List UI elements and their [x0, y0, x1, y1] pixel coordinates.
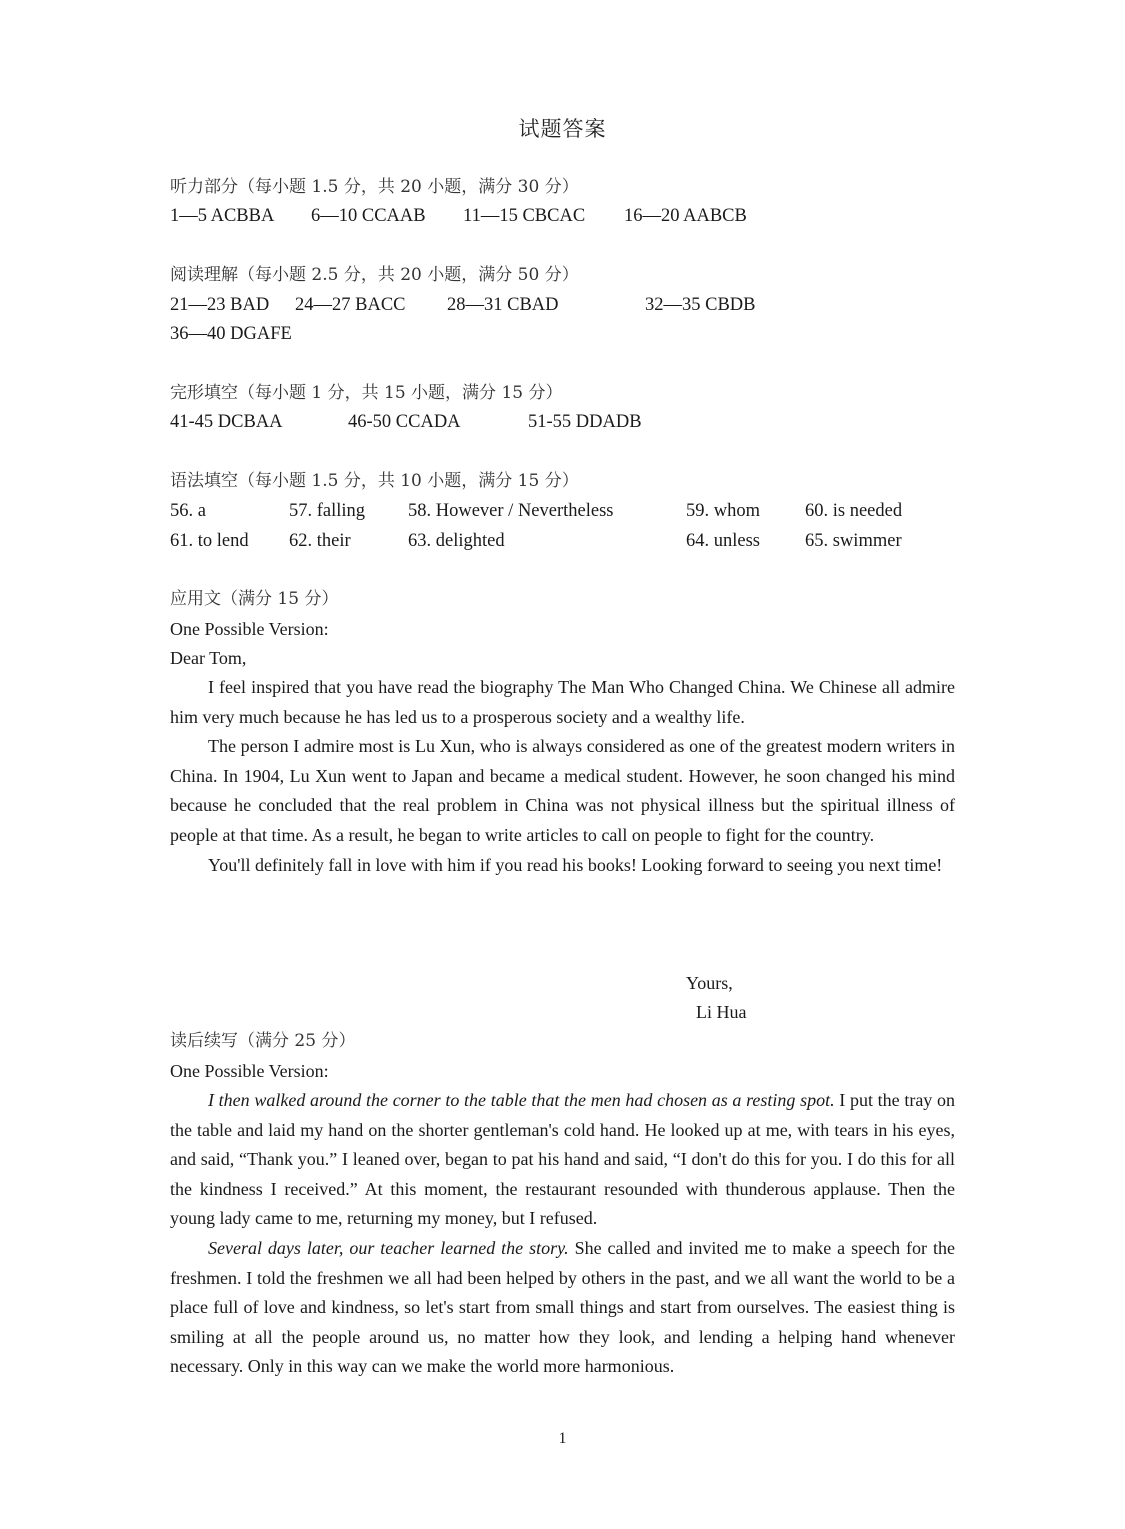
continuation-version-label: One Possible Version: [170, 1061, 329, 1081]
reading-heading: 阅读理解（每小题 2.5 分，共 20 小题，满分 50 分） [170, 265, 579, 285]
cloze-answer: 46-50 CCADA [348, 412, 461, 432]
paragraph-text: I put the tray on the table and laid my hand on the shorter gentleman's cold hand. He looked up at me, with tears in his eyes, and said, “Thank you.” I leaned over, began to pat his hand and said, “I don't do this for you. I do this for all the kindness I received.” At this moment, the restaurant resounded with thunderous applause. Then the young lady came to me, returning my money, but I refused. [170, 1090, 955, 1229]
cloze-answer: 41-45 DCBAA [170, 412, 283, 432]
grammar-answer: 59. whom [686, 501, 760, 521]
letter-body [170, 673, 955, 880]
grammar-answer: 60. is needed [805, 501, 903, 521]
paragraph-lead-sentence: Several days later, our teacher learned the story. [208, 1237, 569, 1258]
letter-paragraph: I feel inspired that you have read the biography The Man Who Changed China. We Chinese all admire him very much because he has led us to a prosperous society and a wealthy life. [170, 677, 955, 727]
letter-salutation: Dear Tom, [170, 648, 247, 668]
grammar-answer: 65. swimmer [805, 531, 902, 551]
letter-paragraph: You'll definitely fall in love with him if you read his books! Looking forward to seeing you next time! [208, 854, 943, 875]
letter-paragraph: The person I admire most is Lu Xun, who is always considered as one of the greatest modern writers in China. In 1904, Lu Xun went to Japan and became a medical student. However, he soon changed his mind because he concluded that the real problem in China was not physical illness but the spiritual illness of people at that time. As a result, he began to write articles to call on people to fight for the country. [170, 736, 955, 845]
reading-answer: 24—27 BACC [295, 295, 406, 315]
reading-answer: 28—31 CBAD [447, 295, 559, 315]
cloze-answer: 51-55 DDADB [528, 412, 642, 432]
paragraph-lead-sentence: I then walked around the corner to the table that the men had chosen as a resting spot. [208, 1090, 835, 1110]
grammar-answer: 58. However / Nevertheless [408, 501, 614, 521]
listening-answer: 1—5 ACBBA [170, 206, 275, 226]
continuation-paragraph [170, 1234, 955, 1382]
listening-answer: 16—20 AABCB [624, 206, 747, 226]
grammar-answer: 57. falling [289, 501, 366, 521]
paragraph-text: She called and invited me to make a speech for the freshmen. I told the freshmen we all had been helped by others in the past, and we all want the world to be a place full of love and kindness, so let's start from small things and start from ourselves. The easiest thing is smiling at all the people around us, no matter how they look, and lending a helping hand whenever necessary. Only in this way can we make the world more harmonious. [170, 1237, 955, 1377]
grammar-answer: 61. to lend [170, 531, 249, 551]
grammar-answer: 62. their [289, 531, 351, 551]
reading-answer: 21—23 BAD [170, 295, 270, 315]
grammar-answer: 56. a [170, 501, 206, 521]
continuation-paragraph [170, 1086, 955, 1234]
reading-answer: 36—40 DGAFE [170, 324, 292, 344]
listening-heading: 听力部分（每小题 1.5 分，共 20 小题，满分 30 分） [170, 177, 579, 197]
page-title: 试题答案 [518, 117, 607, 141]
reading-answer: 32—35 CBDB [645, 295, 756, 315]
grammar-answer: 63. delighted [408, 531, 505, 551]
letter-signature: Li Hua [696, 1002, 747, 1022]
writing-version-label: One Possible Version: [170, 619, 329, 639]
listening-answer: 11—15 CBCAC [463, 206, 586, 226]
letter-closing: Yours, [686, 973, 733, 993]
page-number: 1 [558, 1430, 567, 1447]
grammar-heading: 语法填空（每小题 1.5 分，共 10 小题，满分 15 分） [170, 471, 579, 491]
continuation-body [170, 1086, 955, 1382]
cloze-heading: 完形填空（每小题 1 分，共 15 小题，满分 15 分） [170, 383, 563, 403]
continuation-heading: 读后续写（满分 25 分） [170, 1031, 356, 1051]
listening-answer: 6—10 CCAAB [311, 206, 426, 226]
grammar-answer: 64. unless [686, 531, 760, 551]
writing-heading: 应用文（满分 15 分） [170, 589, 339, 609]
